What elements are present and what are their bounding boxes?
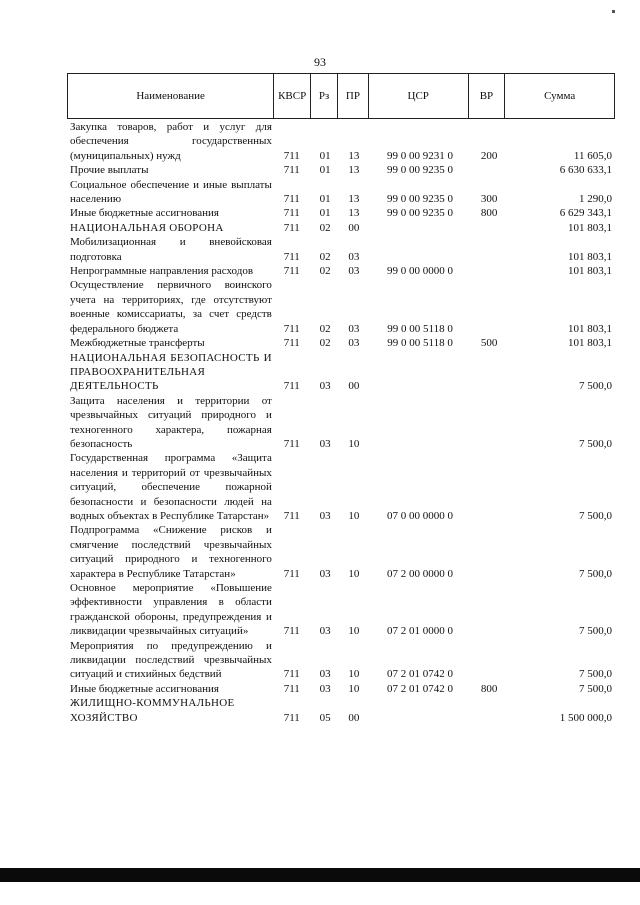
cell-kvsr: 711 <box>283 149 300 162</box>
cell-pr: 03 <box>348 322 360 335</box>
table-row <box>67 451 615 523</box>
cell-rz: 03 <box>319 437 331 450</box>
cell-pr: 10 <box>348 682 360 695</box>
cell-name: Закупка товаров, работ и услуг для обеспечения государственных (муниципальных) нужд <box>70 121 272 162</box>
cell-csr: 07 2 01 0742 0 <box>387 668 454 681</box>
scan-bottom-edge <box>0 868 640 882</box>
cell-name: Государственная программа «Защита населения и территорий от чрезвычайных ситуаций, обеспечение пожарной безопасности и безопасности людей на водных объектах в Республике Татарстан» <box>70 452 272 522</box>
table-row <box>67 351 615 394</box>
cell-name: ЖИЛИЩНО-КОММУНАЛЬНОЕ ХОЗЯЙСТВО <box>70 697 235 724</box>
cell-rz: 03 <box>319 509 331 522</box>
cell-rz: 03 <box>319 567 331 580</box>
table-row <box>67 639 615 682</box>
cell-kvsr: 711 <box>283 668 300 681</box>
cell-kvsr: 711 <box>283 437 300 450</box>
cell-csr: 99 0 00 9235 0 <box>387 193 454 206</box>
cell-pr: 13 <box>348 164 360 177</box>
cell-rz: 05 <box>319 711 331 724</box>
cell-kvsr: 711 <box>283 509 300 522</box>
cell-kvsr: 711 <box>283 164 300 177</box>
cell-csr: 07 2 00 0000 0 <box>387 567 454 580</box>
cell-name: Осуществление первичного воинского учета на территориях, где отсутствуют военные комиссариаты, за счет средств федерального бюджета <box>70 279 272 335</box>
header-csr: ЦСР <box>369 74 469 118</box>
table-row <box>67 336 615 350</box>
cell-rz: 02 <box>319 250 331 263</box>
cell-vr: 300 <box>480 193 498 206</box>
cell-rz: 03 <box>319 380 331 393</box>
cell-name: Непрограммные направления расходов <box>70 265 254 278</box>
cell-csr: 99 0 00 9235 0 <box>387 207 454 220</box>
cell-kvsr: 711 <box>283 322 300 335</box>
cell-name: Иные бюджетные ассигнования <box>70 682 219 695</box>
table-row <box>67 178 615 207</box>
cell-kvsr: 711 <box>283 250 300 263</box>
cell-rz: 03 <box>319 625 331 638</box>
cell-sum: 101 803,1 <box>567 250 612 263</box>
cell-sum: 7 500,0 <box>578 380 612 393</box>
cell-pr: 10 <box>348 567 360 580</box>
cell-pr: 13 <box>348 207 360 220</box>
cell-kvsr: 711 <box>283 337 300 350</box>
cell-csr: 07 2 01 0000 0 <box>387 625 454 638</box>
cell-name: Подпрограмма «Снижение рисков и смягчение последствий чрезвычайных ситуаций природного и техногенного характера в Республике Татарстан» <box>70 524 272 580</box>
cell-pr: 03 <box>348 250 360 263</box>
cell-rz: 01 <box>319 164 331 177</box>
cell-sum: 11 605,0 <box>573 149 612 162</box>
table-body <box>67 120 615 725</box>
cell-rz: 02 <box>319 337 331 350</box>
table-row <box>67 221 615 235</box>
cell-rz: 01 <box>319 149 331 162</box>
cell-rz: 03 <box>319 682 331 695</box>
cell-sum: 6 629 343,1 <box>559 207 612 220</box>
cell-rz: 01 <box>319 193 331 206</box>
cell-pr: 00 <box>348 380 360 393</box>
cell-sum: 6 630 633,1 <box>559 164 612 177</box>
cell-csr: 99 0 00 5118 0 <box>387 322 453 335</box>
cell-name: Мобилизационная и вневойсковая подготовка <box>70 236 272 263</box>
header-sum: Сумма <box>544 90 576 102</box>
cell-pr: 13 <box>348 193 360 206</box>
cell-pr: 10 <box>348 509 360 522</box>
cell-name: НАЦИОНАЛЬНАЯ ОБОРОНА <box>70 221 224 234</box>
cell-sum: 101 803,1 <box>567 265 612 278</box>
cell-kvsr: 711 <box>283 682 300 695</box>
cell-vr: 800 <box>480 682 498 695</box>
cell-csr: 07 0 00 0000 0 <box>387 509 454 522</box>
table-header <box>67 73 615 119</box>
cell-kvsr: 711 <box>283 711 300 724</box>
cell-pr: 10 <box>348 625 360 638</box>
cell-pr: 00 <box>348 221 360 234</box>
cell-pr: 13 <box>348 149 360 162</box>
cell-sum: 7 500,0 <box>578 625 612 638</box>
cell-csr: 99 0 00 0000 0 <box>387 265 454 278</box>
cell-pr: 10 <box>348 668 360 681</box>
cell-pr: 03 <box>348 265 360 278</box>
cell-sum: 7 500,0 <box>578 567 612 580</box>
cell-sum: 1 290,0 <box>578 193 612 206</box>
table-row <box>67 278 615 336</box>
cell-name: Прочие выплаты <box>70 164 149 177</box>
cell-sum: 101 803,1 <box>567 221 612 234</box>
cell-rz: 02 <box>319 265 331 278</box>
header-pr: ПР <box>338 74 369 118</box>
cell-sum: 1 500 000,0 <box>559 711 612 724</box>
table-row <box>67 682 615 696</box>
cell-kvsr: 711 <box>283 221 300 234</box>
cell-rz: 02 <box>319 322 331 335</box>
cell-name: Защита населения и территории от чрезвычайных ситуаций природного и техногенного характера, пожарная безопасность <box>70 394 272 450</box>
cell-pr: 10 <box>348 437 360 450</box>
cell-sum: 7 500,0 <box>578 509 612 522</box>
header-name: Наименование <box>68 74 274 118</box>
cell-kvsr: 711 <box>283 625 300 638</box>
table-row <box>67 696 615 725</box>
cell-sum: 7 500,0 <box>578 668 612 681</box>
header-rz: Рз <box>311 74 338 118</box>
table-row <box>67 523 615 581</box>
table-row <box>67 394 615 452</box>
cell-sum: 101 803,1 <box>567 322 612 335</box>
cell-vr: 500 <box>480 337 498 350</box>
cell-name: Мероприятия по предупреждению и ликвидации последствий чрезвычайных ситуаций и стихийных бедствий <box>70 639 272 681</box>
table-row <box>67 163 615 177</box>
cell-name: Иные бюджетные ассигнования <box>70 207 219 220</box>
cell-rz: 02 <box>319 221 331 234</box>
table-row <box>67 264 615 278</box>
table-row <box>67 235 615 264</box>
table-row <box>67 206 615 220</box>
cell-name: Основное мероприятие «Повышение эффективности управления в области гражданской обороны, предупреждения и ликвидации чрезвычайных ситуаций» <box>70 582 272 638</box>
cell-sum: 7 500,0 <box>578 682 612 695</box>
header-vr: ВР <box>469 74 506 118</box>
cell-sum: 7 500,0 <box>578 437 612 450</box>
cell-pr: 00 <box>348 711 360 724</box>
cell-kvsr: 711 <box>283 207 300 220</box>
cell-kvsr: 711 <box>283 380 300 393</box>
cell-csr: 99 0 00 9235 0 <box>387 164 454 177</box>
cell-sum: 101 803,1 <box>567 337 612 350</box>
cell-kvsr: 711 <box>283 265 300 278</box>
cell-kvsr: 711 <box>283 193 300 206</box>
cell-name: Социальное обеспечение и иные выплаты населению <box>70 178 272 206</box>
cell-csr: 07 2 01 0742 0 <box>387 682 454 695</box>
header-kvsr: КВСР <box>274 74 311 118</box>
cell-name: НАЦИОНАЛЬНАЯ БЕЗОПАСНОСТЬ И ПРАВООХРАНИТЕЛЬНАЯ ДЕЯТЕЛЬНОСТЬ <box>70 351 272 393</box>
scan-artifact <box>612 10 615 13</box>
page-number: 93 <box>314 55 326 69</box>
cell-name: Межбюджетные трансферты <box>70 337 205 350</box>
cell-vr: 800 <box>480 207 498 220</box>
cell-pr: 03 <box>348 337 360 350</box>
cell-vr: 200 <box>480 149 498 162</box>
cell-csr: 99 0 00 9231 0 <box>387 149 454 162</box>
cell-csr: 99 0 00 5118 0 <box>387 337 453 350</box>
table-row <box>67 581 615 639</box>
cell-rz: 01 <box>319 207 331 220</box>
cell-kvsr: 711 <box>283 567 300 580</box>
table-row <box>67 120 615 163</box>
cell-rz: 03 <box>319 668 331 681</box>
